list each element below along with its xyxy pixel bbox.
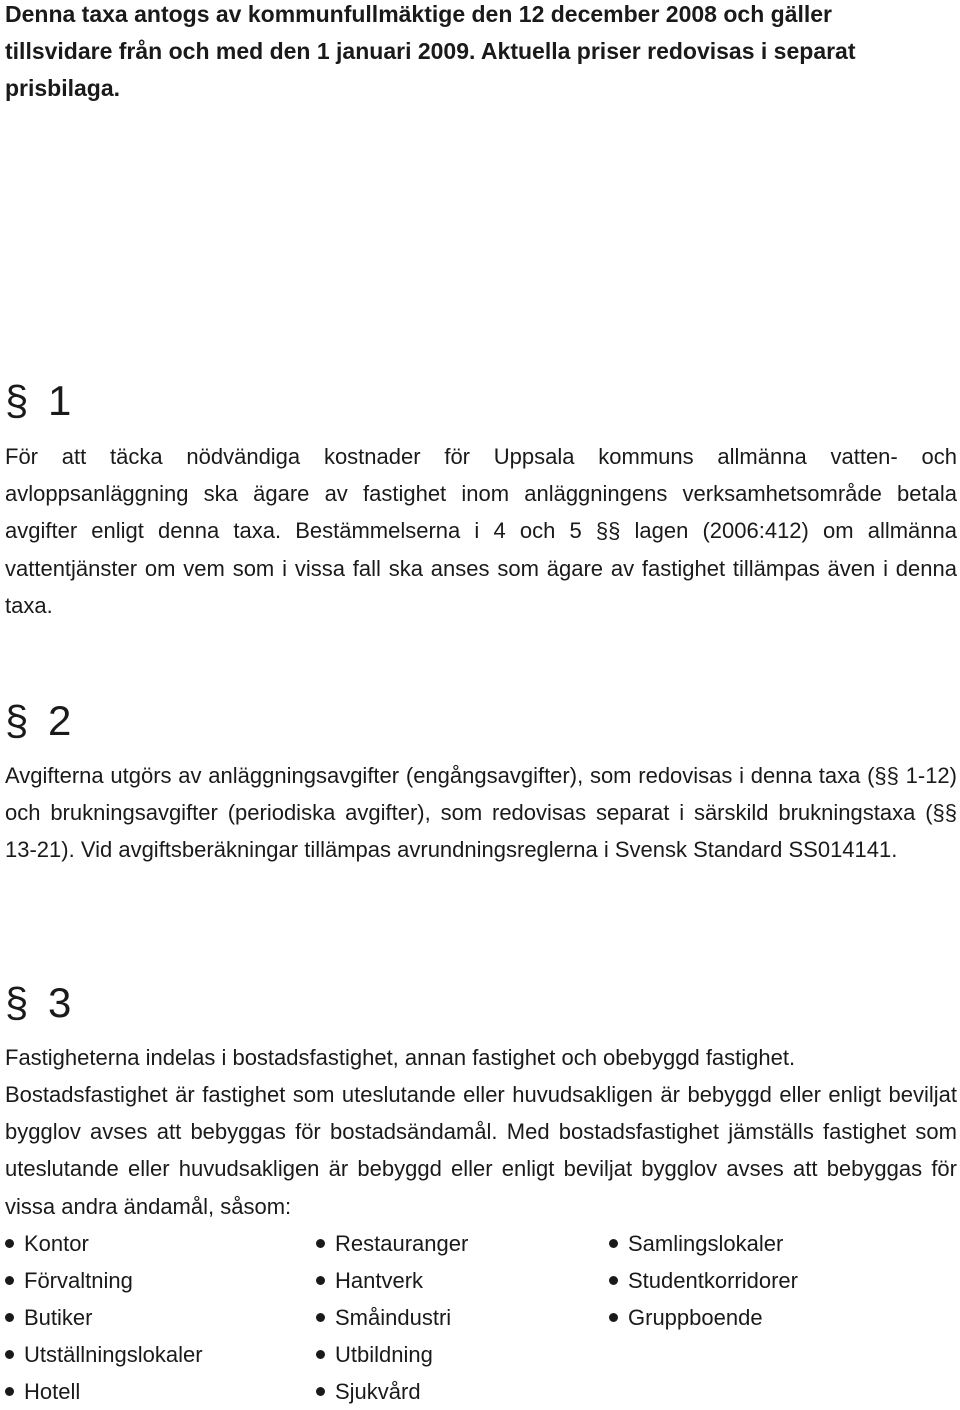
list-item-label: Samlingslokaler: [628, 1231, 784, 1256]
list-item-label: Förvaltning: [24, 1268, 133, 1293]
list-item: [609, 1262, 909, 1299]
list-item: [5, 1262, 316, 1299]
section-heading-1: § 1: [5, 377, 76, 424]
list-item: [316, 1262, 609, 1299]
list-item-empty: [609, 1373, 909, 1410]
list-item-label: Restauranger: [335, 1231, 469, 1256]
bullet-icon: [5, 1387, 14, 1396]
bullet-icon: [316, 1387, 325, 1396]
bullet-icon: [609, 1276, 618, 1285]
intro-line: Denna taxa antogs av kommunfullmäktige den 12 december 2008 och gäller: [5, 1, 833, 27]
list-item-label: Utbildning: [335, 1342, 433, 1367]
bullet-icon: [609, 1313, 618, 1322]
intro-line: tillsvidare från och med den 1 januari 2009. Aktuella priser redovisas i separat: [5, 38, 856, 64]
section-heading-2: § 2: [5, 697, 76, 744]
bullet-icon: [316, 1350, 325, 1359]
section-3-paragraph-1: Fastigheterna indelas i bostadsfastighet, annan fastighet och obebyggd fastighet.: [5, 1045, 796, 1070]
section-2-paragraph: Avgifterna utgörs av anläggningsavgifter (engångsavgifter), som redovisas i denna taxa (§§ 1-12) och brukningsavgifter (periodiska avgifter), som redovisas separat i särskild brukningstaxa (§§ 13-21). Vid avgiftsberäkningar tillämpas avrundningsreglerna i Svensk Standard SS014141.: [5, 763, 957, 863]
list-item: [316, 1373, 609, 1410]
bullet-icon: [5, 1276, 14, 1285]
property-use-list: [5, 1225, 905, 1410]
list-item: [609, 1225, 909, 1262]
section-heading-3: § 3: [5, 979, 76, 1026]
list-item: [5, 1225, 316, 1262]
intro-paragraph: [5, 0, 957, 107]
list-item-label: Gruppboende: [628, 1305, 763, 1330]
section-1-paragraph: För att täcka nödvändiga kostnader för Uppsala kommuns allmänna vatten- och avloppsanläggning ska ägare av fastighet inom anläggningens verksamhetsområde betala avgifter enligt denna taxa. Bestämmelserna i 4 och 5 §§ lagen (2006:412) om allmänna vattentjänster om vem som i vissa fall ska anses som ägare av fastighet tillämpas även i denna taxa.: [5, 444, 957, 618]
bullet-icon: [316, 1276, 325, 1285]
bullet-icon: [5, 1350, 14, 1359]
list-item: [316, 1299, 609, 1336]
list-item-label: Hotell: [24, 1379, 81, 1404]
list-item-label: Kontor: [24, 1231, 89, 1256]
bullet-icon: [316, 1239, 325, 1248]
list-item-label: Utställningslokaler: [24, 1342, 203, 1367]
bullet-icon: [5, 1239, 14, 1248]
list-item-empty: [609, 1336, 909, 1373]
list-item: [316, 1336, 609, 1373]
list-item-label: Hantverk: [335, 1268, 424, 1293]
intro-line: prisbilaga.: [5, 75, 121, 101]
list-item: [5, 1336, 316, 1373]
list-item-label: Sjukvård: [335, 1379, 421, 1404]
list-item: [5, 1299, 316, 1336]
list-item: [609, 1299, 909, 1336]
bullet-icon: [5, 1313, 14, 1322]
section-3-paragraph-2: Bostadsfastighet är fastighet som uteslutande eller huvudsakligen är bebyggd eller enligt beviljat bygglov avses att bebyggas för bostadsändamål. Med bostadsfastighet jämställs fastighet som uteslutande eller huvudsakligen är bebyggd eller enligt beviljat bygglov avses att bebyggas för vissa andra ändamål, såsom:: [5, 1082, 957, 1219]
bullet-icon: [609, 1239, 618, 1248]
list-item-label: Småindustri: [335, 1305, 452, 1330]
list-item-label: Studentkorridorer: [628, 1268, 798, 1293]
list-item-label: Butiker: [24, 1305, 93, 1330]
bullet-icon: [316, 1313, 325, 1322]
list-item: [316, 1225, 609, 1262]
list-item: [5, 1373, 316, 1410]
